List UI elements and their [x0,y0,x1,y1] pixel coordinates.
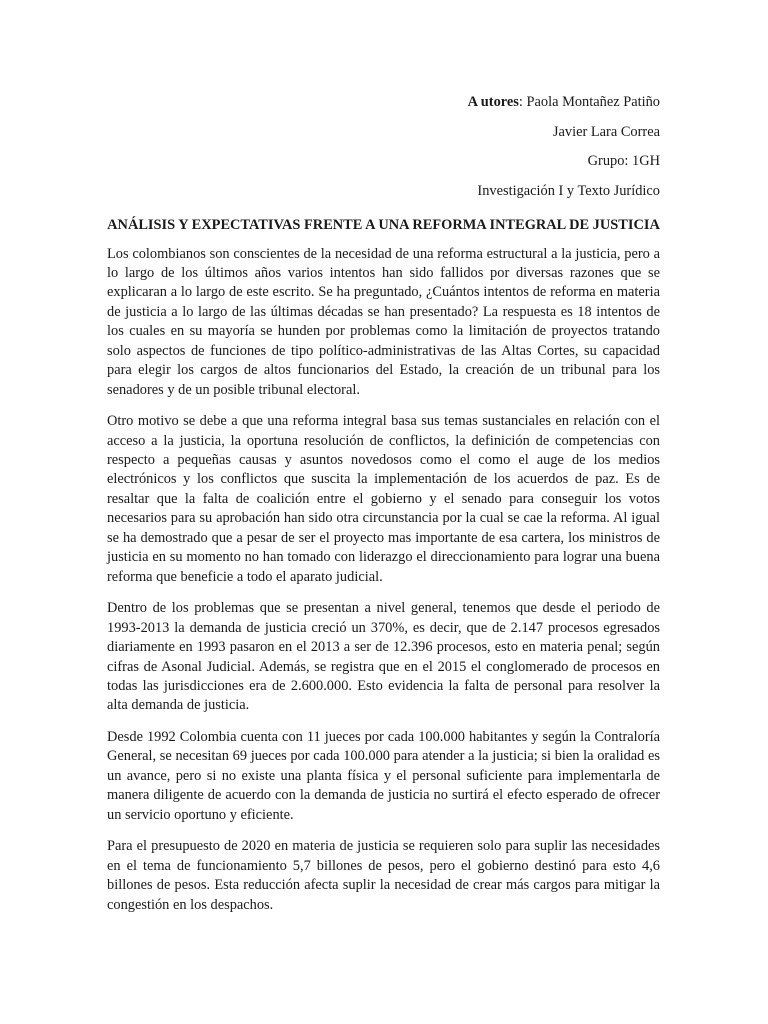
author-name-2: Javier Lara Correa [552,123,660,140]
paragraph-3: Dentro de los problemas que se presentan a nivel general, tenemos que desde el periodo de 1993-2013 la demanda de justicia creció un 370%, es decir, que de 2.147 procesos egresados diariamente en 1993 pasaron en el 2013 a ser de 12.396 procesos, esto en materia penal; según cifras de Asonal Judicial. Además, se registra que en el 2015 el conglomerado de procesos en todas las jurisdicciones era de 2.600.000. Esto evidencia la falta de personal para resolver la alta demanda de justicia. [107,600,660,714]
author-name-1: Paola Montañez Patiño [526,94,660,110]
paragraph-1: Los colombianos son conscientes de la necesidad de una reforma estructural a la justicia, pero a lo largo de los últimos años varios intentos han sido fallidos por diversas razones que se explicaran a lo largo de este escrito. Se ha preguntado, ¿Cuántos intentos de reforma en materia de justicia a lo largo de las últimas décadas se han presentado? La respuesta es 18 intentos de los cuales en su mayoría se hunden por problemas como la limitación de proyectos tratando solo aspectos de funciones de tipo político-administrativas de las Altas Cortes, su capacidad para elegir los cargos de altos funcionarios del Estado, la creación de un tribunal para los senadores y de un posible tribunal electoral. [107,245,660,398]
group-line: Grupo: 1GH [587,153,660,169]
authors-label: A utores [467,94,519,110]
authors-separator: : [518,94,527,110]
paragraph-2: Otro motivo se debe a que una reforma integral basa sus temas sustanciales en relación con el acceso a la justicia, la oportuna resolución de conflictos, la definición de competencias con respecto a pequeñas causas y asuntos novedosos como el como el auge de los medios electrónicos y los conflictos que suscita la implementación de los acuerdos de paz. Es de resaltar que la falta de coalición entre el gobierno y el senado para conseguir los votos necesarios para su aprobación han sido otra circunstancia por la cual se cae la reforma. Al igual se ha demostrado que a pesar de ser el proyecto mas importante de esa cartera, los ministros de justicia en su momento no han tomado con liderazgo el direccionamiento para lograr una buena reforma que beneficie a todo el aparato judicial. [107,413,660,585]
author-line-1 [107,88,660,118]
paragraph-4: Desde 1992 Colombia cuenta con 11 jueces por cada 100.000 habitantes y según la Contraloría General, se necesitan 69 jueces por cada 100.000 para atender a la justicia; si bien la oralidad es un avance, pero si no existe una planta física y el personal suficiente para implementarla de manera diligente de acuerdo con la demanda de justicia no surtirá el efecto esperado de ofrecer un servicio oportuno y eficiente. [107,728,660,823]
author-block [107,88,660,206]
course-line: Investigación I y Texto Jurídico [477,182,660,199]
document-title: ANÁLISIS Y EXPECTATIVAS FRENTE A UNA REFORMA INTEGRAL DE JUSTICIA [107,217,660,233]
paragraph-5: Para el presupuesto de 2020 en materia de justicia se requieren solo para suplir las necesidades en el tema de funcionamiento 5,7 billones de pesos, pero el gobierno destinó para esto 4,6 billones de pesos. Esta reducción afecta suplir la necesidad de crear más cargos para mitigar la congestión en los despachos. [107,838,660,913]
document-page [107,88,660,927]
